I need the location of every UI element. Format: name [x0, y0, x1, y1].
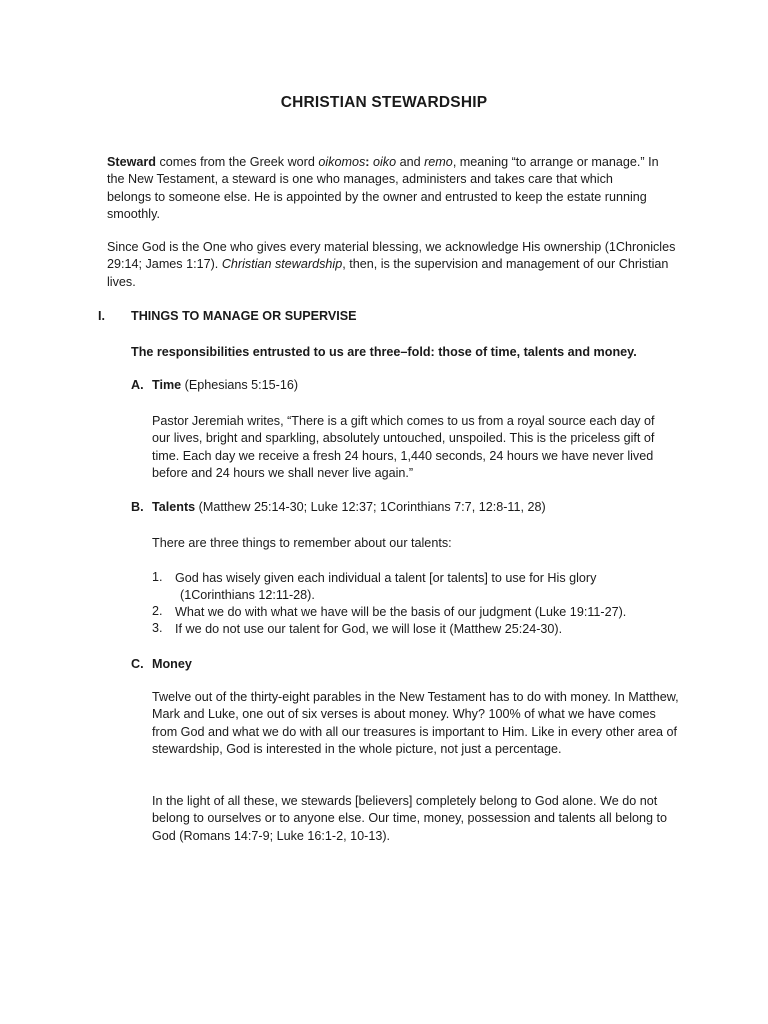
greek-word-oikomos: oikomos — [318, 155, 366, 169]
intro-p2-seg1: Since God is the One who gives every material blessing, we acknowledge His ownership (1Chronicles 29:14; James 1:17). — [107, 240, 676, 272]
steward-term: Steward — [107, 155, 156, 169]
intro-paragraph-2 — [107, 239, 682, 291]
list-item-1-text: God has wisely given each individual a talent [or talents] to use for His glory — [175, 571, 597, 585]
subsection-b-letter: B. — [131, 500, 144, 514]
list-item-3-text: If we do not use our talent for God, we will lose it (Matthew 25:24-30). — [175, 622, 563, 636]
subsection-c-body-2: In the light of all these, we stewards [believers] completely belong to God alone. We do not belong to ourselves or to anyone else. Our time, money, possession and talents all belong to God (Romans 14:7-9; Luke 16:1-2, 10-13). — [152, 794, 668, 843]
intro-paragraph-1 — [107, 154, 660, 223]
subsection-c-body-1: Twelve out of the thirty-eight parables in the New Testament has to do with money. In Matthew, Mark and Luke, one out of six verses is about money. Why? 100% of what we have comes from God and what we do with all our treasures is important to Him. Like in every other area of stewardship, God is interested in the whole picture, not just a percentage. — [152, 690, 679, 756]
intro-p1-and: and — [396, 155, 425, 169]
section-heading: THINGS TO MANAGE OR SUPERVISE — [131, 309, 357, 323]
subsection-b-title — [152, 500, 546, 514]
subsection-a-body: Pastor Jeremiah writes, “There is a gift which comes to us from a royal source each day of our lives, bright and sparkling, absolutely untouched, unspoiled. This is the priceless gift of time. Each day we receive a fresh 24 hours, 1,440 seconds, 24 hours we have never lived before and 24 hours we shall never live again.” — [152, 414, 655, 480]
section-intro: The responsibilities entrusted to us are three–fold: those of time, talents and money. — [131, 345, 637, 359]
greek-word-remo: remo — [424, 155, 453, 169]
list-item-1-continuation: (1Corinthians 12:11-28). — [180, 588, 315, 602]
subsection-c-title: Money — [152, 657, 192, 671]
greek-word-oiko: oiko — [372, 155, 397, 169]
subsection-c-letter: C. — [131, 657, 144, 671]
list-item-3-number: 3. — [152, 621, 163, 635]
intro-p1-colon: : — [365, 155, 373, 169]
list-item-2-number: 2. — [152, 604, 163, 618]
subsection-a-title-text: Time — [152, 378, 182, 392]
subsection-b-title-text: Talents — [152, 500, 196, 514]
section-numeral: I. — [98, 309, 105, 323]
subsection-b-ref: (Matthew 25:14-30; Luke 12:37; 1Corinthians 7:7, 12:8-11, 28) — [195, 500, 546, 514]
list-item-2-text: What we do with what we have will be the basis of our judgment (Luke 19:11-27). — [175, 605, 627, 619]
subsection-a-ref: (Ephesians 5:15-16) — [181, 378, 299, 392]
intro-p1-seg1: comes from the Greek word — [156, 155, 319, 169]
intro-p1-seg2: , meaning “to arrange or manage.” In the New Testament, a steward is one who manages, administers and takes care that which belongs to someone else. He is appointed by the owner and entrusted to keep the estate running smoothly. — [107, 155, 659, 221]
intro-p2-seg2: , then, is the supervision and management of our Christian lives. — [107, 257, 669, 289]
subsection-a-letter: A. — [131, 378, 144, 392]
subsection-b-intro: There are three things to remember about our talents: — [152, 536, 452, 550]
list-item-1-number: 1. — [152, 570, 163, 584]
page-title: CHRISTIAN STEWARDSHIP — [280, 94, 488, 111]
christian-stewardship-term: Christian stewardship — [221, 257, 343, 272]
subsection-a-title — [152, 378, 298, 392]
